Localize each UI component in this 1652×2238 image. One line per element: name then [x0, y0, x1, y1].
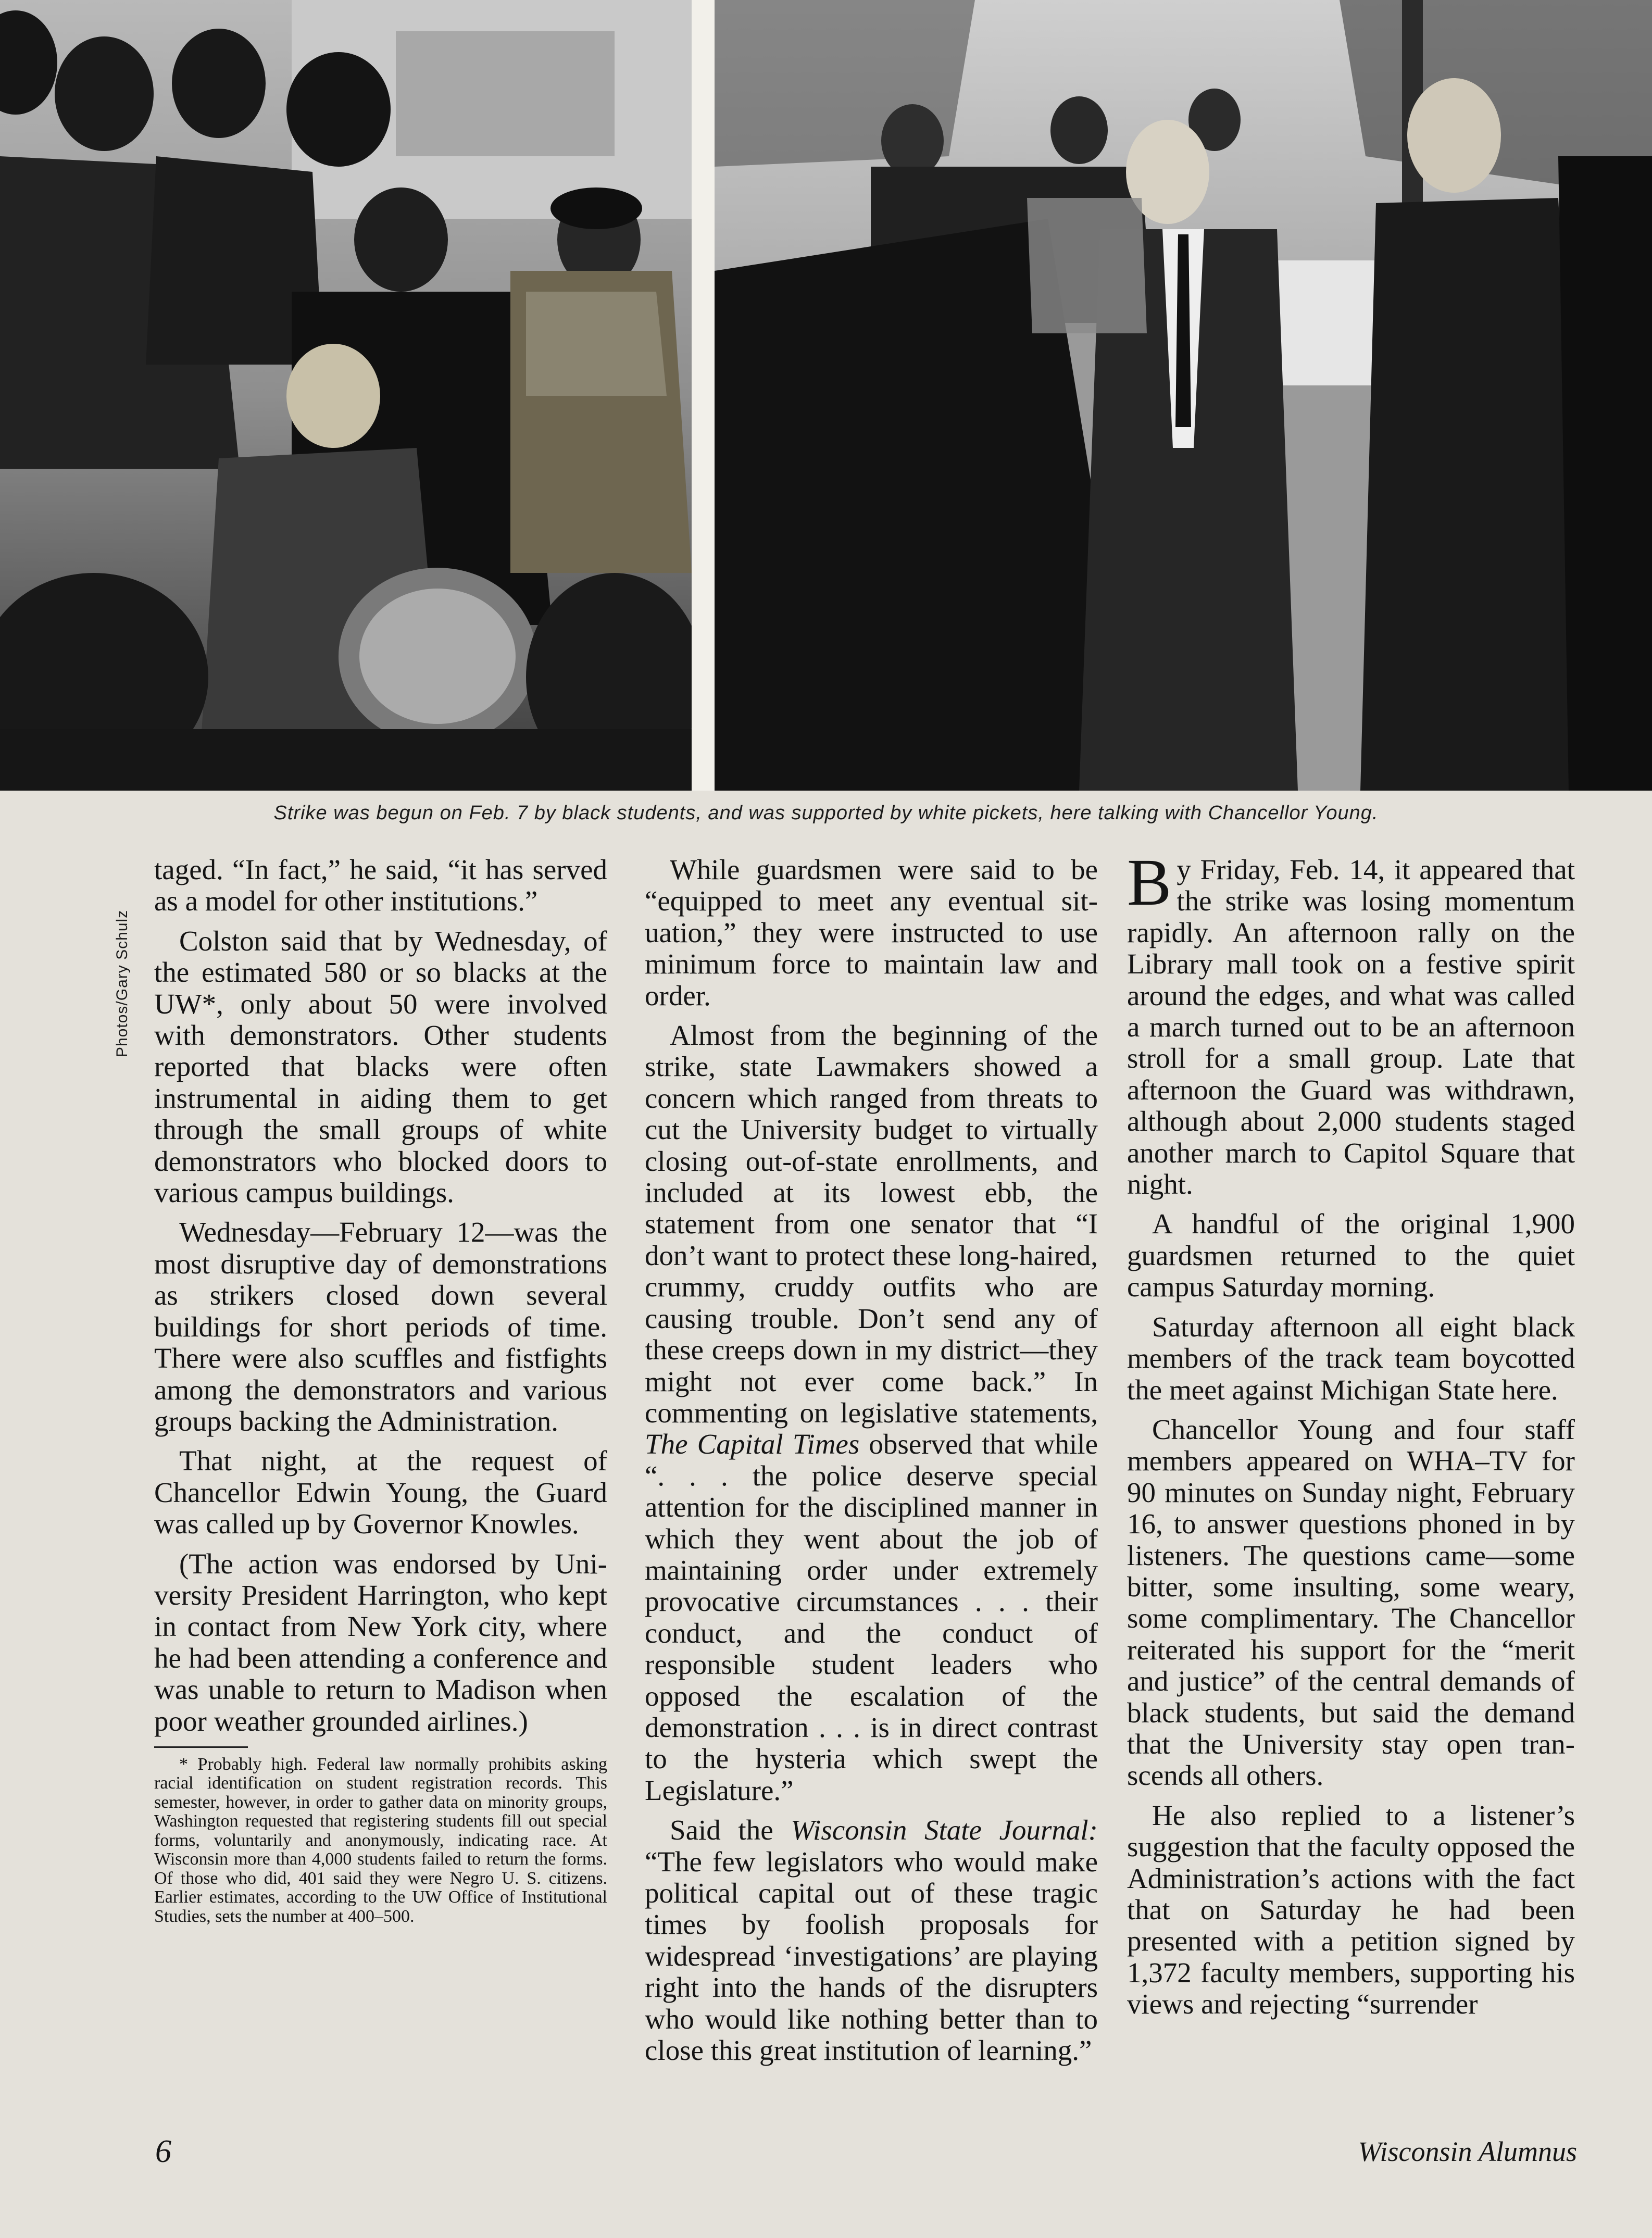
col1-paragraph-5: (The action was endorsed by University President Harrington, who kept in contact from New York city, where he had been attending a conference and was unable to return to Madison when poor weather grounded airlines.) [154, 1547, 607, 1737]
photo-black-students [0, 0, 692, 791]
column-1 [154, 854, 607, 1934]
col3-paragraph-5: He also replied to a listener’s suggestion that the faculty opposed the Administration’s actions with the fact that on Saturday he had been presented with a petition signed by 1,372 faculty members, supporting his views and rejecting “surrender [1127, 1799, 1575, 2020]
col2-paragraph-1: While guardsmen were said to be “equipped to meet any eventual situation,” they were instructed to use minimum force to maintain law and order. [645, 854, 1098, 1011]
col2-paragraph-2-text-a: Almost from the beginning of the strike, state Lawmakers showed a concern which ranged from threats to cut the University budget to virtually closing out-of-state enrollments, and included at its lowest ebb, the statement from one senator that “I don’t want to protect these long-haired, crummy, cruddy outfits who are causing trouble. Don’t send any of these creeps down in my district—they might not ever come back.” In commenting on legislative statements, [645, 1019, 1098, 1429]
col3-paragraph-4: Chancellor Young and four staff members appeared on WHA–TV for 90 minutes on Sunday night, February 16, to answer questions phoned in by listeners. The questions came—some bitter, some insulting, some weary, some complimentary. The Chancellor reiterated his support for the “merit and justice” of the central demands of black students, but said the demand that the University stay open transcends all others. [1127, 1413, 1575, 1792]
photo-gutter [692, 0, 715, 791]
col3-paragraph-1 [1127, 845, 1575, 1201]
page-number: 6 [155, 2134, 171, 2169]
col3-paragraph-1-text: y Friday, Feb. 14, it appeared that the strike was losing momentum rapidly. An afternoon rally on the Library mall took on a festive spirit around the edges, and what was called a march turned out to be an afternoon stroll for a small group. Late that afternoon the Guard was withdrawn, although about 2,000 students staged another march to Capitol Square that night. [1127, 854, 1575, 1201]
col2-paragraph-2 [645, 1020, 1098, 1806]
col1-paragraph-4: That night, at the request of Chancellor Edwin Young, the Guard was called up by Governor Knowles. [154, 1445, 607, 1540]
column-3 [1127, 845, 1575, 2029]
col3-paragraph-3: Saturday afternoon all eight black members of the track team boycotted the meet against Michigan State here. [1127, 1310, 1575, 1406]
column-2 [645, 854, 1098, 2074]
drop-cap: B [1127, 845, 1172, 919]
footnote-rule [154, 1746, 248, 1748]
photo-caption: Strike was begun on Feb. 7 by black students, and was supported by white pickets, here talking with Chancellor Young. [273, 802, 1379, 824]
photo-credit: Photos/Gary Schulz [114, 909, 131, 1057]
col2-paragraph-2-text-b: observed that while “. . . the police deserve special attention for the disciplined manner in which they went about the job of maintaining order under extremely provocative circumstances . . . their conduct, and the conduct of responsible student leaders who opposed the escalation of the demonstration . . . is in direct contrast to the hysteria which swept the Legislature.” [645, 1428, 1098, 1806]
col2-paragraph-3-text-a: Said the [670, 1814, 791, 1846]
col3-paragraph-2: A handful of the original 1,900 guardsmen returned to the quiet campus Saturday morning. [1127, 1208, 1575, 1303]
col2-paragraph-3 [645, 1815, 1098, 2066]
col1-paragraph-2: Colston said that by Wednesday, of the estimated 580 or so blacks at the UW*, only about 50 were involved with demonstrators. Other students reported that blacks were often instrumental in aiding them to get through the small groups of white demonstrators who blocked doors to various campus buildings. [154, 924, 607, 1209]
col1-paragraph-3: Wednesday—February 12—was the most disruptive day of demonstrations as strikers closed down several buildings for short periods of time. There were also scuffles and fistfights among the demonstrators and various groups backing the Administration. [154, 1216, 607, 1437]
publication-capital-times: The Capital Times [645, 1428, 860, 1460]
publication-state-journal: Wisconsin State Journal: [791, 1814, 1098, 1846]
photo-chancellor-young-with-pickets [715, 0, 1652, 791]
col2-paragraph-3-text-b: “The few legislators who would make political capital out of these tragic times by foolish proposals for widespread ‘investigations’ are playing right into the hands of the disrupters who would like nothing better than to close this great institution of learning.” [645, 1845, 1098, 2067]
footnote: * Probably high. Federal law normally prohibits asking racial identification on student registration records. This semester, however, in order to gather data on minority groups, Washington requested that registering students fill out special forms, voluntarily and anonymously, indicating race. At Wisconsin more than 4,000 students failed to return the forms. Of those who did, 401 said they were Negro U. S. citizens. Earlier estimates, according to the UW Office of Institutional Studies, sets the number at 400–500. [154, 1754, 607, 1926]
col1-paragraph-1: taged. “In fact,” he said, “it has served as a model for other institutions.” [154, 854, 607, 917]
publication-name: Wisconsin Alumnus [1358, 2136, 1577, 2167]
